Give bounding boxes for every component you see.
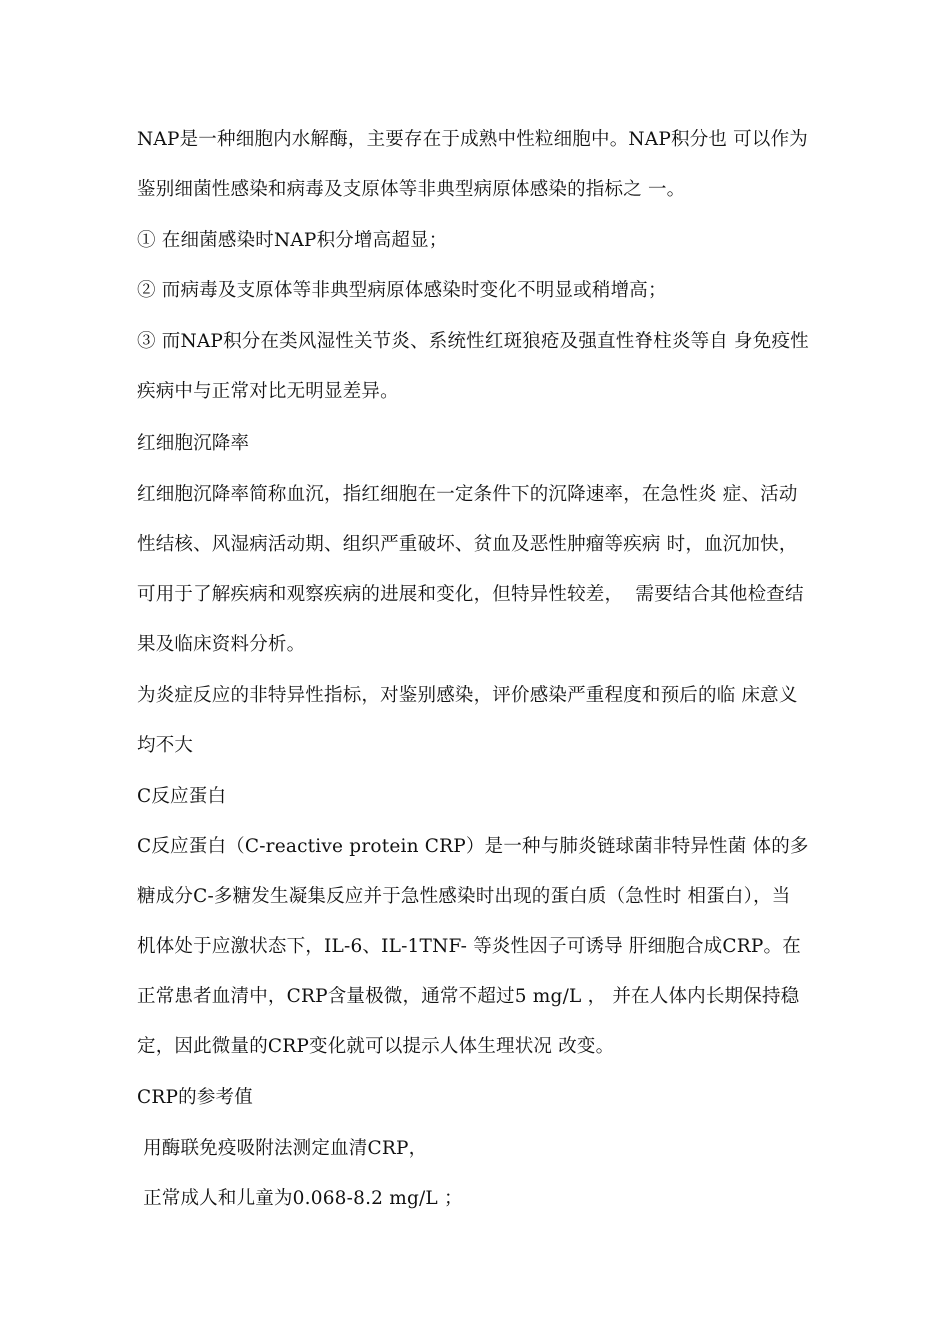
list-item-3-line-2: 疾病中与正常对比无明显差异。 [137, 381, 399, 402]
paragraph-esr-line-2: 性结核、风湿病活动期、组织严重破坏、贫血及恶性肿瘤等疾病 时，血沉加快， [137, 534, 798, 555]
list-item-2: ② 而病毒及支原体等非典型病原体感染时变化不明显或稍增高； [137, 280, 667, 301]
paragraph-esr-line-3: 可用于了解疾病和观察疾病的进展和变化，但特异性较差， 需要结合其他检查结 [137, 584, 804, 605]
paragraph-esr2-line-1: 为炎症反应的非特异性指标，对鉴别感染，评价感染严重程度和预后的临 床意义 [137, 685, 798, 706]
heading-esr: 红细胞沉降率 [137, 433, 250, 454]
heading-crp-reference: CRP的参考值 [137, 1087, 253, 1108]
paragraph-nap-line-1: NAP是一种细胞内水解酶，主要存在于成熟中性粒细胞中。NAP积分也 可以作为 [137, 129, 808, 150]
paragraph-crp-line-2: 糖成分C-多糖发生凝集反应并于急性感染时出现的蛋白质（急性时 相蛋白），当 [137, 886, 791, 907]
paragraph-esr-line-4: 果及临床资料分析。 [137, 634, 306, 655]
paragraph-esr2-line-2: 均不大 [137, 735, 194, 756]
list-item-3-line-1: ③ 而NAP积分在类风湿性关节炎、系统性红斑狼疮及强直性脊柱炎等自 身免疫性 [137, 331, 809, 352]
paragraph-crp-line-4: 正常患者血清中，CRP含量极微，通常不超过5 mg/L ， 并在人体内长期保持稳 [137, 986, 800, 1007]
paragraph-crp-line-1: C反应蛋白（C-reactive protein CRP）是一种与肺炎链球菌非特异性菌 体的多 [137, 836, 809, 857]
heading-crp: C反应蛋白 [137, 786, 227, 807]
paragraph-crp-line-5: 定，因此微量的CRP变化就可以提示人体生理状况 改变。 [137, 1036, 615, 1057]
reference-line-1: 用酶联免疫吸附法测定血清CRP， [137, 1138, 428, 1159]
paragraph-crp-line-3: 机体处于应激状态下，IL-6、IL-1TNF- 等炎性因子可诱导 肝细胞合成CRP。在 [137, 936, 801, 957]
paragraph-esr-line-1: 红细胞沉降率简称血沉，指红细胞在一定条件下的沉降速率，在急性炎 症、活动 [137, 484, 798, 505]
list-item-1: ① 在细菌感染时NAP积分增高超显； [137, 230, 448, 251]
paragraph-nap-line-2: 鉴别细菌性感染和病毒及支原体等非典型病原体感染的指标之 一。 [137, 179, 686, 200]
reference-line-2: 正常成人和儿童为0.068-8.2 mg/L ； [137, 1188, 463, 1209]
